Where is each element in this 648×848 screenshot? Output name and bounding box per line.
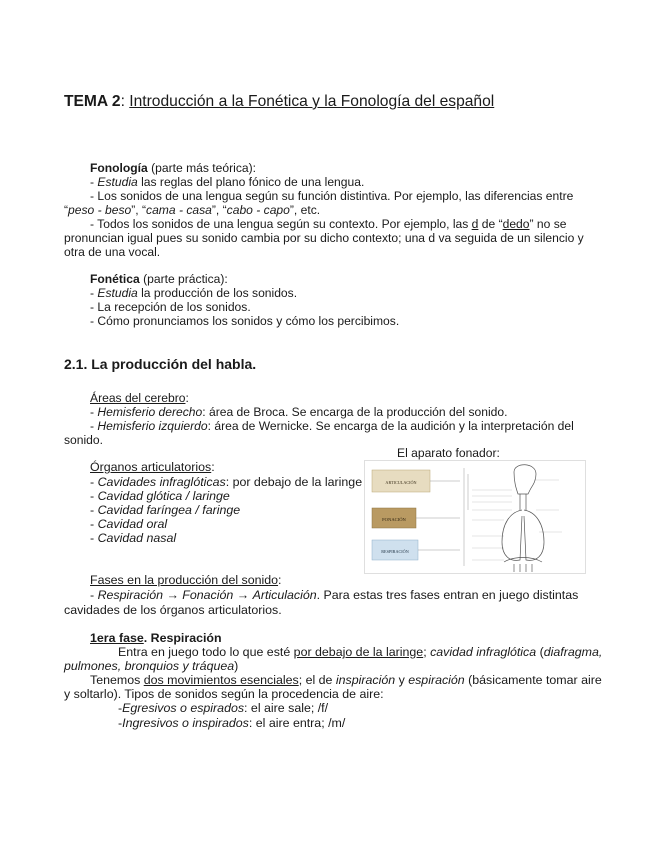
text-italic: Estudia [97, 175, 138, 189]
figure-caption: El aparato fonador: [397, 446, 500, 460]
fase1-line-1 [118, 645, 602, 660]
title-text: Introducción a la Fonética y la Fonología del español [129, 93, 495, 110]
text-italic: Hemisferio izquierdo [97, 419, 208, 433]
fonetica-line-1 [90, 286, 297, 300]
box-fonacion-label: FONACIÓN [382, 517, 406, 522]
text-underline: d [471, 217, 479, 231]
areas-heading [90, 391, 189, 405]
box-respiracion [372, 540, 418, 560]
areas-heading-text: Áreas del cerebro [90, 391, 186, 405]
text-italic: Estudia [97, 286, 138, 300]
text: - [118, 701, 123, 715]
fonologia-heading [90, 161, 256, 175]
fase1-heading-rest: . Respiración [143, 631, 222, 645]
text: . Para estas tres fases entran en juego distintas [316, 588, 579, 602]
fonetica-line-3: - Cómo pronunciamos los sonidos y cómo los percibimos. [90, 314, 400, 328]
text-italic: Articulación [252, 588, 317, 602]
title-colon: : [120, 93, 130, 110]
text: ; [423, 645, 431, 659]
text-italic: Fonación [182, 588, 234, 602]
organos-line-5 [90, 531, 176, 546]
text: de “ [478, 217, 503, 231]
fases-line-1 [90, 588, 578, 603]
organos-line-4 [90, 517, 167, 532]
fases-heading-text: Fases en la producción del sonido [90, 573, 279, 587]
text: ( [536, 645, 544, 659]
text: ”, etc. [289, 203, 321, 217]
section-heading: 2.1. La producción del habla. [64, 356, 257, 372]
text: - [90, 475, 98, 489]
fase1-line-2 [64, 659, 238, 674]
fonologia-line-1 [90, 175, 364, 189]
areas-line-3: sonido. [64, 433, 103, 447]
fase1-line-6 [118, 716, 345, 731]
text: ”, “ [131, 203, 147, 217]
text: - [90, 588, 98, 602]
text: - [90, 286, 98, 300]
text: : área de Wernicke. Se encarga de la audición y la interpretación del [207, 419, 574, 433]
text: (básicamente tomar aire [464, 673, 602, 687]
text: “ [64, 203, 69, 217]
text-italic: Ingresivos o inspirados [122, 716, 249, 730]
text-italic: inspiración [335, 673, 396, 687]
text: - [118, 716, 123, 730]
areas-line-2 [90, 419, 574, 433]
fase1-line-3 [90, 673, 602, 688]
text: ) [234, 659, 239, 673]
text-italic: cavidad infraglótica [430, 645, 537, 659]
fonologia-line-6: otra de una vocal. [64, 245, 161, 259]
fonologia-heading-bold: Fonología [90, 161, 148, 175]
areas-line-1 [90, 405, 507, 419]
text-italic: pulmones, bronquios y tráquea [64, 659, 235, 673]
page-title [64, 93, 494, 111]
box-fonacion [372, 508, 416, 528]
box-articulacion [372, 470, 430, 492]
text: - Todos los sonidos de una lengua según su contexto. Por ejemplo, las [90, 217, 472, 231]
organos-line-1 [90, 475, 362, 490]
fonologia-heading-rest: (parte más teórica): [147, 161, 256, 175]
fase1-heading [90, 631, 222, 646]
text: - [90, 517, 98, 531]
text: y [395, 673, 409, 687]
text-italic: Cavidad glótica / laringe [97, 489, 230, 503]
text-italic: Hemisferio derecho [97, 405, 203, 419]
fase1-line-5 [118, 701, 328, 716]
text: : el aire sale; /f/ [244, 701, 329, 715]
fonologia-line-5: pronuncian igual pues su sonido cambia por su dicho contexto; una d va seguida de un silencio y [64, 231, 584, 245]
text-italic: Respiración [97, 588, 164, 602]
text: - [90, 531, 98, 545]
text-italic: Cavidad faríngea / faringe [97, 503, 241, 517]
text: Entra en juego todo lo que esté [118, 645, 294, 659]
example: cabo - capo [226, 203, 290, 217]
organos-line-2 [90, 489, 230, 504]
text: ” no se [529, 217, 567, 231]
fonetica-line-2: - La recepción de los sonidos. [90, 300, 251, 314]
vocal-apparatus-diagram [364, 460, 586, 574]
text: : área de Broca. Se encarga de la producción del sonido. [202, 405, 508, 419]
text-italic: Egresivos o espirados [122, 701, 245, 715]
fases-heading [90, 573, 282, 588]
box-articulacion-label: ARTICULACIÓN [385, 480, 417, 485]
text-italic: diafragma, [543, 645, 603, 659]
text: - [90, 405, 98, 419]
fonologia-line-2: - Los sonidos de una lengua según su función distintiva. Por ejemplo, las diferencias entre [90, 189, 574, 203]
arrow: → [163, 588, 183, 602]
fase1-heading-underlined: 1era fase [90, 631, 144, 645]
fase1-line-4: y soltarlo). Tipos de sonidos según la procedencia de aire: [64, 687, 384, 701]
fonetica-heading-rest: (parte práctica): [139, 272, 228, 286]
text: ; el de [298, 673, 336, 687]
text: ”, “ [211, 203, 227, 217]
text: la producción de los sonidos. [137, 286, 298, 300]
text: - [90, 419, 98, 433]
fonologia-line-3 [64, 203, 320, 217]
organos-line-3 [90, 503, 240, 518]
fonetica-heading [90, 272, 228, 286]
arrow: → [233, 588, 253, 602]
text-underline: dedo [502, 217, 530, 231]
text-italic: espiración [408, 673, 465, 687]
text: : [211, 460, 215, 474]
text: las reglas del plano fónico de una lengua. [137, 175, 365, 189]
organos-heading-text: Órganos articulatorios [90, 460, 212, 474]
example: cama - casa [146, 203, 212, 217]
title-prefix: TEMA 2 [64, 93, 121, 110]
text-underline: por debajo de la laringe [293, 645, 424, 659]
fases-line-2: cavidades de los órganos articulatorios. [64, 603, 282, 617]
text-underline: dos movimientos esenciales [143, 673, 299, 687]
text: : el aire entra; /m/ [248, 716, 346, 730]
example: peso - beso [68, 203, 132, 217]
organos-heading [90, 460, 215, 475]
text: Tenemos [90, 673, 144, 687]
text: - [90, 503, 98, 517]
text: - [90, 489, 98, 503]
fonetica-heading-bold: Fonética [90, 272, 140, 286]
text-italic: Cavidad oral [97, 517, 168, 531]
text: : por debajo de la laringe [225, 475, 363, 489]
text: : [278, 573, 282, 587]
text: : [185, 391, 189, 405]
text: - [90, 175, 98, 189]
text-italic: Cavidad nasal [97, 531, 177, 545]
fonologia-line-4 [90, 217, 566, 231]
text-italic: Cavidades infraglóticas [97, 475, 226, 489]
box-respiracion-label: RESPIRACIÓN [381, 549, 409, 554]
